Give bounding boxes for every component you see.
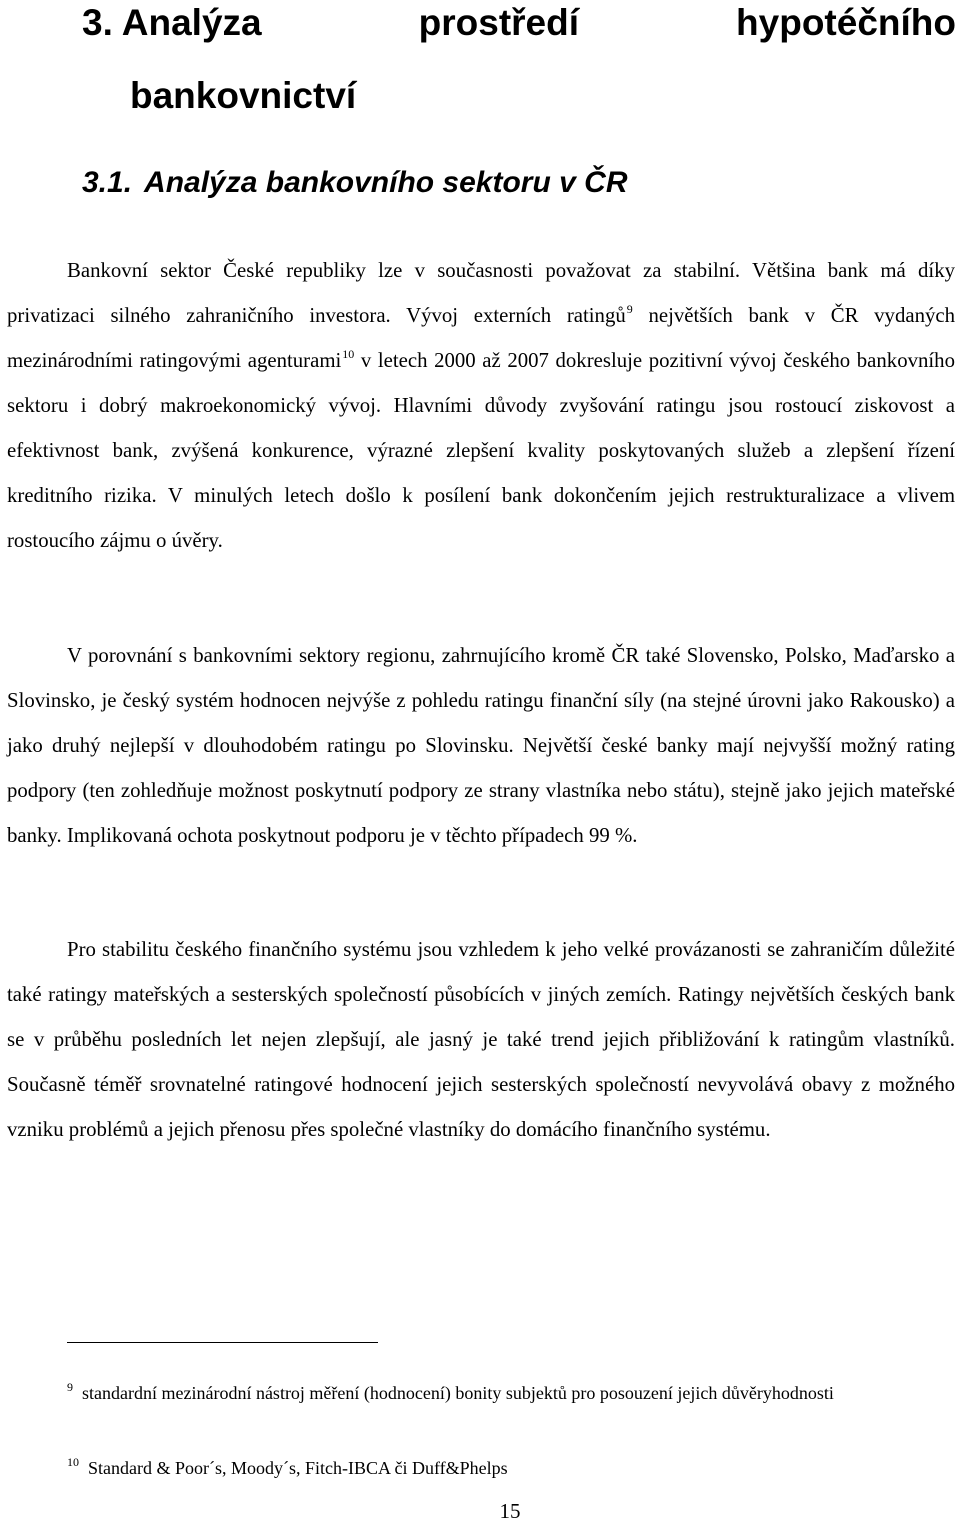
section-number: 3.1. <box>82 166 133 199</box>
footnote-text: standardní mezinárodní nástroj měření (hodnocení) bonity subjektů pro posouzení jejich důvěryhodnosti <box>82 1383 834 1403</box>
chapter-heading <box>82 0 956 119</box>
footnote-number: 9 <box>67 1380 73 1394</box>
footnote-number: 10 <box>67 1455 79 1469</box>
section-heading <box>82 163 628 203</box>
chapter-number: 3. <box>82 2 113 43</box>
footnote <box>7 1381 955 1405</box>
chapter-title-word: hypotéčního <box>736 2 956 43</box>
paragraph-text: Bankovní sektor České republiky lze v současnosti považovat za stabilní. Většina bank má díky privatizaci silného zahraničního investora. Vývoj externích ratingů <box>7 259 955 327</box>
footnote-reference[interactable]: 9 <box>626 302 633 316</box>
chapter-number-and-first-word <box>82 0 262 46</box>
footnote-text: Standard & Poor´s, Moody´s, Fitch-IBCA či Duff&Phelps <box>88 1458 508 1478</box>
page-number: 15 <box>499 1499 521 1523</box>
body-paragraph <box>7 248 955 563</box>
body-paragraph: V porovnání s bankovními sektory regionu, zahrnujícího kromě ČR také Slovensko, Polsko, Maďarsko a Slovinsko, je český systém hodnocen nejvýše z pohledu ratingu finanční síly (na stejné úrovni jako Rakousko) a jako druhý nejlepší v dlouhodobém ratingu po Slovinsku. Největší české banky mají nejvyšší možný rating podpory (ten zohledňuje možnost poskytnutí podpory ze strany vlastníka nebo státu), stejně jako jejich mateřské banky. Implikovaná ochota poskytnout podporu je v těchto případech 99 %. <box>7 644 955 847</box>
chapter-heading-line1 <box>82 0 956 46</box>
body-paragraph: Pro stabilitu českého finančního systému jsou vzhledem k jeho velké provázanosti se zahraničím důležité také ratingy mateřských a sesterských společností působících v jiných zemích. Ratingy největších českých bank se v průběhu posledních let nejen zlepšují, ale jasný je také trend jejich přibližování k ratingům vlastníků. Současně téměř srovnatelné ratingové hodnocení jejich sesterských společností nevyvolává obavy z možného vzniku problémů a jejich přenosu přes společné vlastníky do domácího finančního systému. <box>7 938 955 1141</box>
footnote-reference[interactable]: 10 <box>342 347 355 361</box>
paragraph-text: největších bank v ČR vydaných mezinárodními ratingovými agenturami <box>7 304 956 372</box>
section-title: Analýza bankovního sektoru v ČR <box>144 166 628 199</box>
footnote <box>7 1456 955 1480</box>
chapter-title-line2: bankovnictví <box>130 75 357 116</box>
chapter-title-word: prostředí <box>418 2 580 43</box>
chapter-title-word: Analýza <box>121 2 262 43</box>
footnote-separator <box>67 1342 378 1343</box>
paragraph-text: v letech 2000 až 2007 dokresluje pozitivní vývoj českého bankovního sektoru i dobrý makroekonomický vývoj. Hlavními důvody zvyšování ratingu jsou rostoucí ziskovost a efektivnost bank, zvýšená konkurence, výrazné zlepšení kvality poskytovaných služeb a zlepšení řízení kreditního rizika. V minulých letech došlo k posílení bank dokončením jejich restrukturalizace a vlivem rostoucího zájmu o úvěry. <box>7 349 955 552</box>
